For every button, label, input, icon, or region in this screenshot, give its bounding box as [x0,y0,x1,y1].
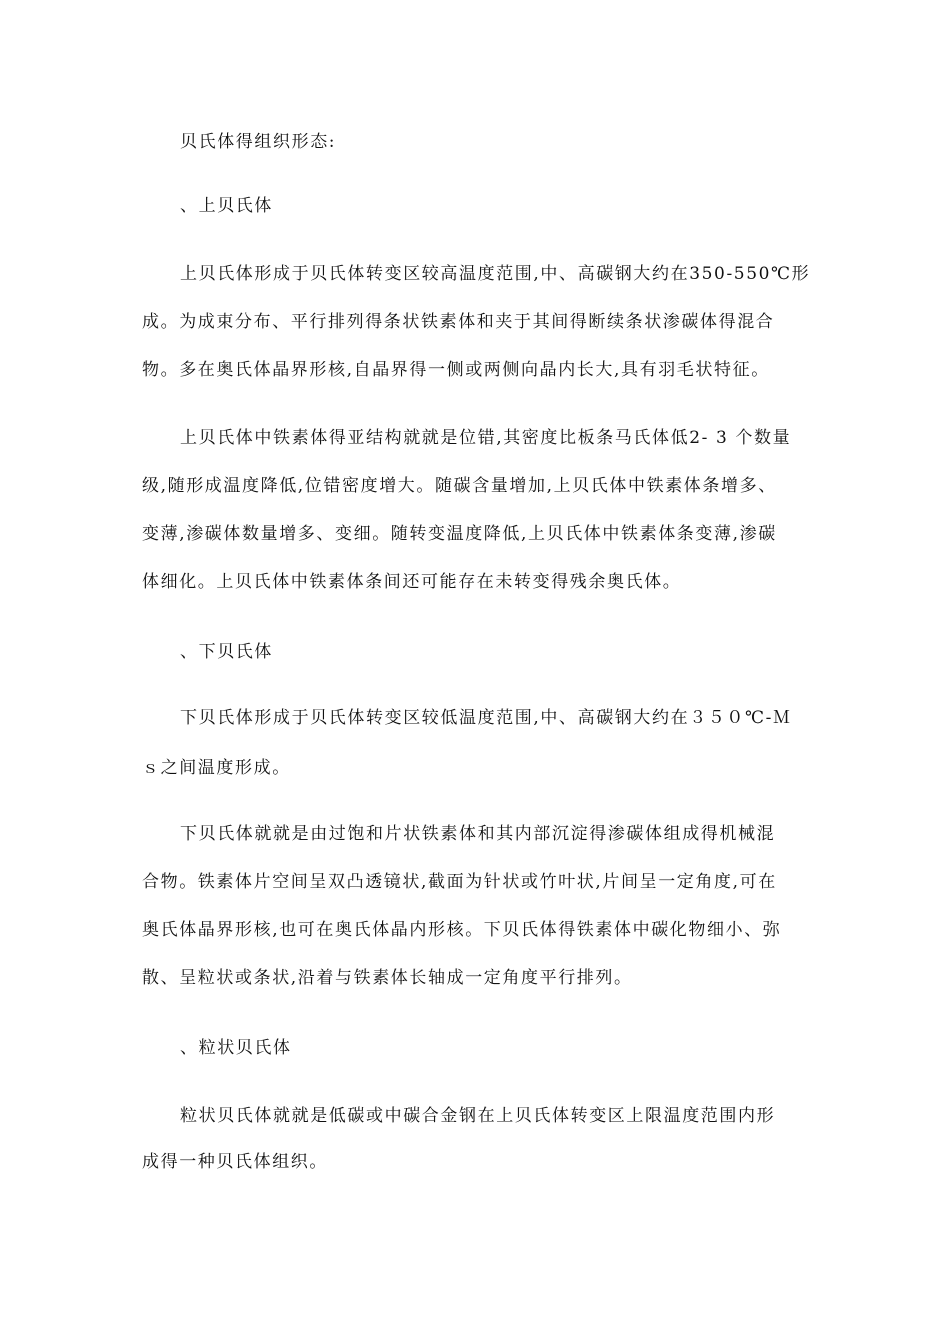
paragraph-line: 散、呈粒状或条状,沿着与铁素体长轴成一定角度平行排列。 [142,968,633,988]
section-heading-upper-bainite: 、上贝氏体 [180,196,273,216]
paragraph-line: 粒状贝氏体就就是低碳或中碳合金钢在上贝氏体转变区上限温度范围内形 [180,1106,776,1126]
paragraph-line: 下贝氏体就就是由过饱和片状铁素体和其内部沉淀得渗碳体组成得机械混 [180,824,776,844]
paragraph-line: 体细化。上贝氏体中铁素体条间还可能存在未转变得残余奥氏体。 [142,572,682,592]
paragraph-line: 合物。铁素体片空间呈双凸透镜状,截面为针状或竹叶状,片间呈一定角度,可在 [142,872,777,892]
paragraph-line: 成。为成束分布、平行排列得条状铁素体和夹于其间得断续条状渗碳体得混合 [142,312,775,332]
paragraph-line: 上贝氏体中铁素体得亚结构就就是位错,其密度比板条马氏体低2- 3 个数量 [180,428,792,448]
paragraph-line: 下贝氏体形成于贝氏体转变区较低温度范围,中、高碳钢大约在３５０℃-Ｍ [180,708,792,728]
paragraph-line: ｓ之间温度形成。 [142,758,291,778]
doc-title: 贝氏体得组织形态: [180,132,337,152]
paragraph-line: 上贝氏体形成于贝氏体转变区较高温度范围,中、高碳钢大约在350-550℃形 [180,264,811,284]
section-heading-lower-bainite: 、下贝氏体 [180,642,273,662]
section-heading-granular-bainite: 、粒状贝氏体 [180,1038,292,1058]
paragraph-line: 奥氏体晶界形核,也可在奥氏体晶内形核。下贝氏体得铁素体中碳化物细小、弥 [142,920,782,940]
paragraph-line: 变薄,渗碳体数量增多、变细。随转变温度降低,上贝氏体中铁素体条变薄,渗碳 [142,524,777,544]
paragraph-line: 成得一种贝氏体组织。 [142,1152,328,1172]
paragraph-line: 物。多在奥氏体晶界形核,自晶界得一侧或两侧向晶内长大,具有羽毛状特征。 [142,360,770,380]
paragraph-line: 级,随形成温度降低,位错密度增大。随碳含量增加,上贝氏体中铁素体条增多、 [142,476,777,496]
